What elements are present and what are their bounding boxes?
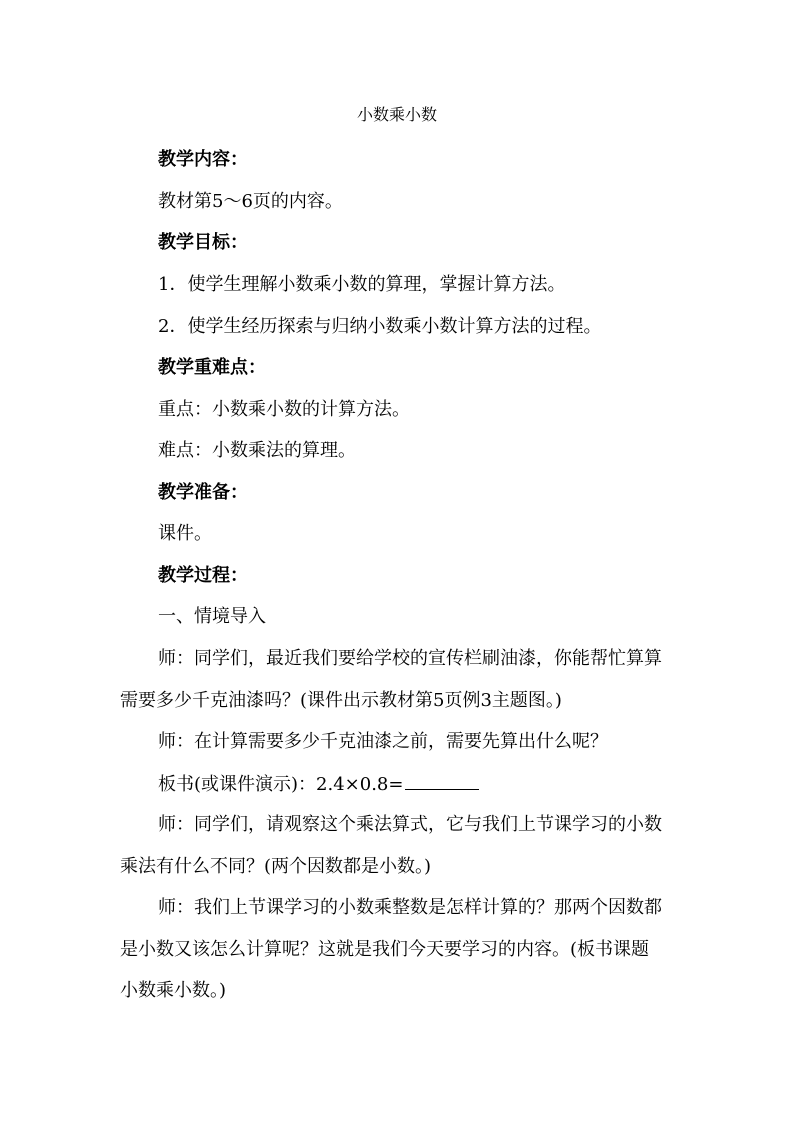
paragraph-line: 师：在计算需要多少千克油漆之前，需要先算出什么呢？ bbox=[158, 731, 608, 752]
paragraph-line: 2．使学生经历探索与归纳小数乘小数计算方法的过程。 bbox=[158, 316, 602, 337]
equation-text: 板书(或课件演示)：2.4×0.8= bbox=[158, 774, 404, 795]
paragraph-line: 1．使学生理解小数乘小数的算理，掌握计算方法。 bbox=[158, 274, 566, 295]
paragraph-line: 师：我们上节课学习的小数乘整数是怎样计算的？那两个因数都 bbox=[158, 897, 662, 918]
paragraph-line: 乘法有什么不同？(两个因数都是小数。) bbox=[120, 856, 432, 877]
heading-teaching-content: 教学内容： bbox=[158, 149, 248, 170]
paragraph-line: 教材第5～6页的内容。 bbox=[158, 191, 343, 212]
heading-key-difficult-points: 教学重难点： bbox=[158, 357, 266, 378]
equation-line bbox=[158, 771, 479, 798]
paragraph-line: 难点：小数乘法的算理。 bbox=[158, 440, 356, 461]
document-title: 小数乘小数 bbox=[356, 105, 437, 124]
paragraph-line: 师：同学们，请观察这个乘法算式，它与我们上节课学习的小数 bbox=[158, 814, 662, 835]
paragraph-line: 小数乘小数。) bbox=[120, 980, 227, 1001]
paragraph-line: 重点：小数乘小数的计算方法。 bbox=[158, 399, 410, 420]
paragraph-line: 是小数又该怎么计算呢？这就是我们今天要学习的内容。(板书课题 bbox=[120, 939, 650, 960]
paragraph-line: 需要多少千克油漆吗？(课件出示教材第5页例3主题图。) bbox=[120, 690, 562, 711]
answer-blank bbox=[405, 771, 479, 790]
heading-teaching-preparation: 教学准备： bbox=[158, 482, 248, 503]
paragraph-line: 课件。 bbox=[158, 523, 212, 544]
heading-teaching-process: 教学过程： bbox=[158, 565, 248, 586]
section-heading: 一、情境导入 bbox=[158, 606, 266, 627]
paragraph-line: 师：同学们，最近我们要给学校的宣传栏刷油漆，你能帮忙算算 bbox=[158, 648, 662, 669]
heading-teaching-goals: 教学目标： bbox=[158, 232, 248, 253]
